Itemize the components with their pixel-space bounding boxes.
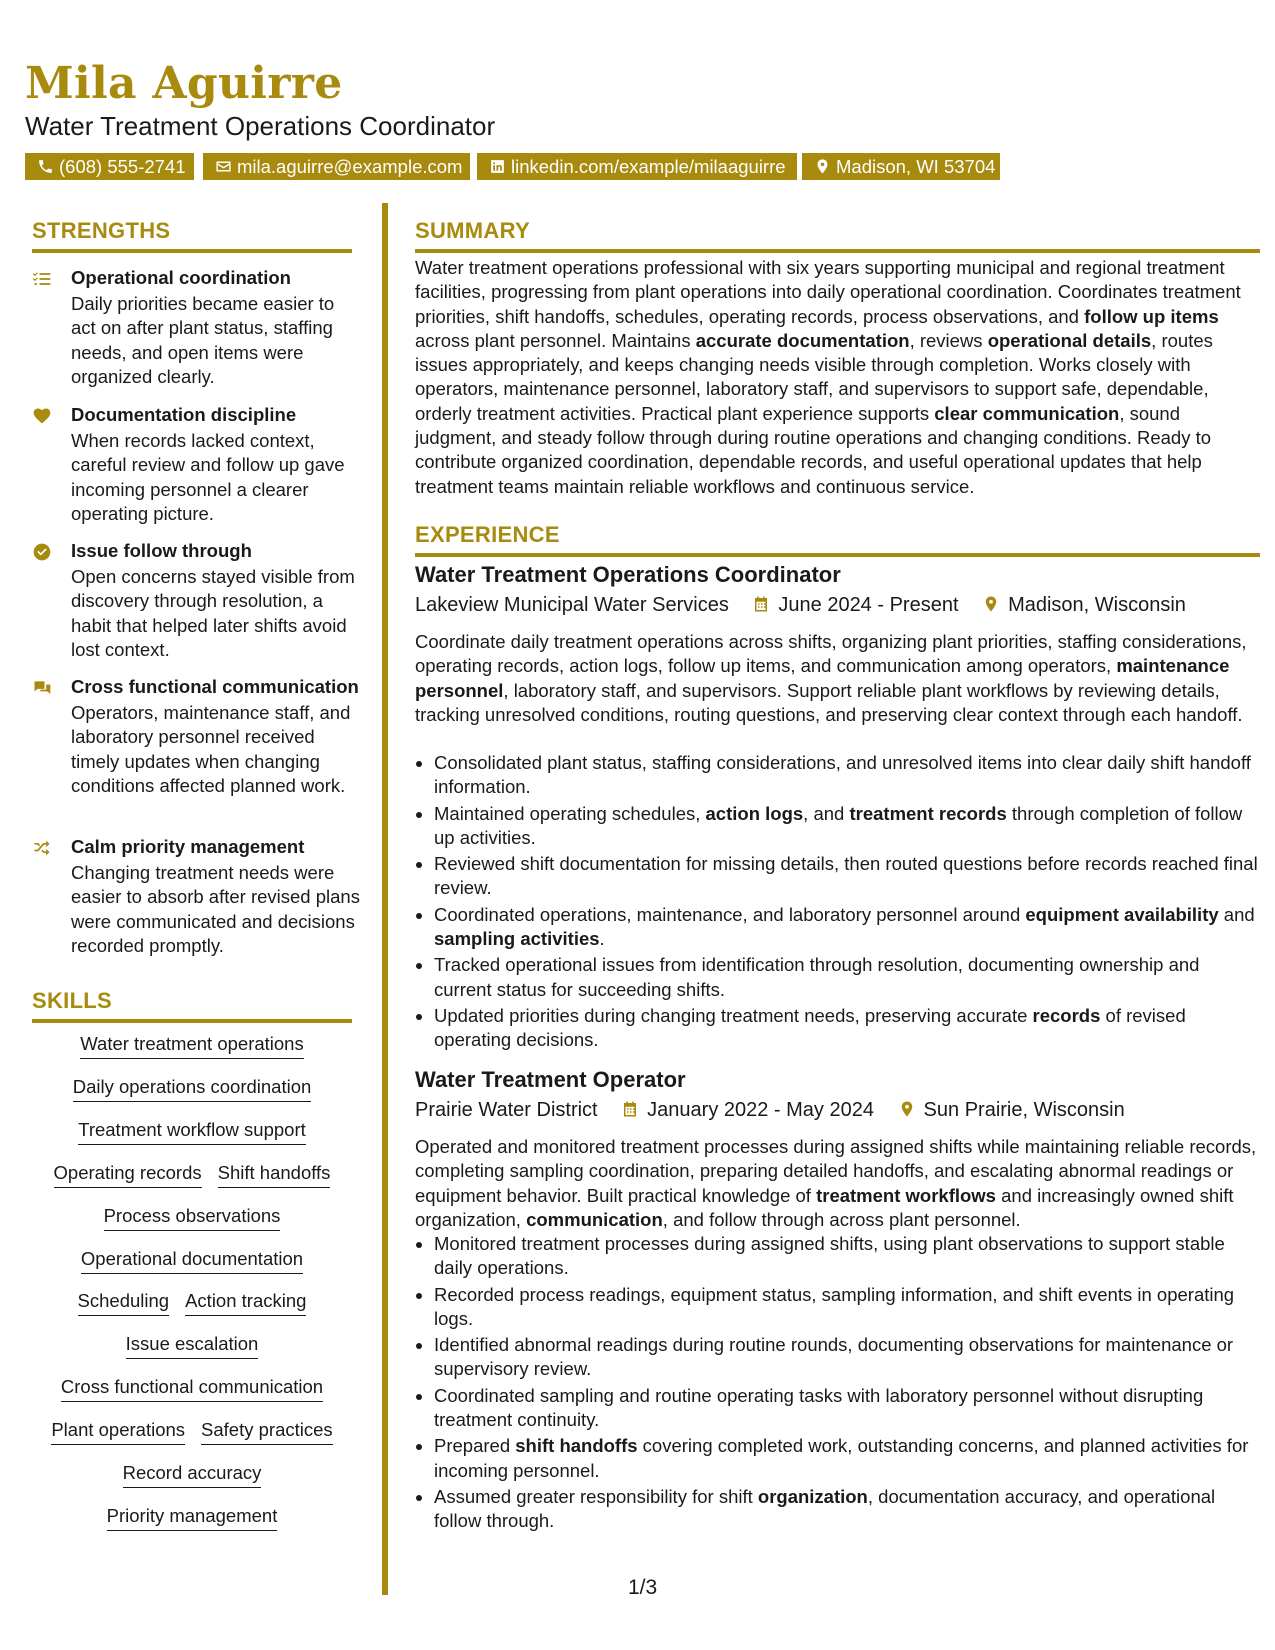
skill-tag: Shift handoffs xyxy=(218,1162,331,1188)
skill-row xyxy=(32,1162,352,1188)
skill-tag: Safety practices xyxy=(201,1419,333,1445)
skill-row xyxy=(32,1505,352,1531)
skill-tag: Operational documentation xyxy=(81,1248,303,1274)
emphasis-text: action logs xyxy=(705,802,804,824)
shuffle-icon xyxy=(32,838,52,858)
comments-icon xyxy=(32,678,52,698)
job-location-text: Sun Prairie, Wisconsin xyxy=(923,1099,1125,1122)
job-company: Lakeview Municipal Water Services xyxy=(415,594,729,617)
skill-tag: Issue escalation xyxy=(126,1333,259,1359)
skill-tag: Record accuracy xyxy=(123,1462,262,1488)
strength-desc: Daily priorities became easier to act on after plant status, staffing needs, and open items were organized clearly. xyxy=(71,293,335,388)
bullet-item: • Coordinated sampling and routine operating tasks with laboratory personnel without disrupting treatment continuity. xyxy=(434,1384,1260,1433)
list-check-icon xyxy=(32,269,52,289)
strengths-rule xyxy=(32,249,352,253)
emphasis-text: follow up items xyxy=(1084,305,1219,327)
contact-linkedin-text: linkedin.com/example/milaaguirre xyxy=(511,156,786,177)
strength-title: Documentation discipline xyxy=(71,404,297,425)
emphasis-text: shift handoffs xyxy=(515,1435,638,1457)
bullet-item: • Reviewed shift documentation for missing details, then routed questions before records reached final review. xyxy=(434,852,1260,901)
skill-row xyxy=(32,1290,352,1316)
strength-desc: When records lacked context, careful review and follow up gave incoming personnel a clearer operating picture. xyxy=(71,430,345,525)
skill-row xyxy=(32,1462,352,1488)
summary-text: Water treatment operations professional with six years supporting municipal and regional treatment facilities, progressing from plant operations into daily operational coordination. Coordinates treatment priorities, shift handoffs, schedules, operating records, process observations, and follow up items across plant personnel. Maintains accurate documentation, reviews operational details, routes issues appropriately, and keeps changing needs visible through completion. Works closely with operators, maintenance personnel, laboratory staff, and supervisors to support safe, dependable, orderly treatment activities. Practical plant experience supports clear communication, sound judgment, and steady follow through during routine operations and changing conditions. Ready to contribute organized coordination, dependable records, and useful operational updates that help treatment teams maintain reliable workflows and continuous service. xyxy=(415,257,1241,497)
bullet-item: • Assumed greater responsibility for shift organization, documentation accuracy, and operational follow through. xyxy=(434,1485,1260,1534)
bullet-item: • Prepared shift handoffs covering completed work, outstanding concerns, and planned activities for incoming personnel. xyxy=(434,1434,1260,1483)
skill-tag: Treatment workflow support xyxy=(78,1119,306,1145)
contact-linkedin[interactable] xyxy=(477,153,797,180)
map-pin-icon xyxy=(898,1099,916,1119)
job-company: Prairie Water District xyxy=(415,1099,598,1122)
page-number: 1/3 xyxy=(628,1576,658,1599)
experience-heading: EXPERIENCE xyxy=(415,522,560,547)
emphasis-text: treatment records xyxy=(849,802,1007,824)
emphasis-text: records xyxy=(1032,1004,1101,1026)
job-meta xyxy=(415,1099,1143,1122)
bullet-item: • Maintained operating schedules, action logs, and treatment records through completion of follow up activities. xyxy=(434,802,1260,851)
skills-heading: SKILLS xyxy=(32,988,113,1013)
bullet-item: • Consolidated plant status, staffing considerations, and unresolved items into clear daily shift handoff information. xyxy=(434,751,1260,800)
candidate-name: Mila Aguirre xyxy=(25,58,343,109)
job-description: Coordinate daily treatment operations across shifts, organizing plant priorities, staffing considerations, operating records, action logs, follow up items, and communication among operators, maintenance personnel, laboratory staff, and supervisors. Support reliable plant workflows by reviewing details, tracking unresolved conditions, routing questions, and preserving clear context through each handoff. xyxy=(415,631,1247,725)
check-circle-icon xyxy=(32,542,52,562)
map-pin-icon xyxy=(814,158,831,175)
summary-rule xyxy=(415,249,1260,253)
emphasis-text: communication xyxy=(526,1208,663,1230)
skill-row xyxy=(32,1076,352,1102)
skill-tag: Priority management xyxy=(107,1505,278,1531)
skill-tag: Water treatment operations xyxy=(80,1033,303,1059)
job-dates xyxy=(752,594,958,617)
linkedin-icon xyxy=(489,158,506,175)
strength-title: Cross functional communication xyxy=(71,676,359,697)
skill-tag: Cross functional communication xyxy=(61,1376,323,1402)
contact-location[interactable] xyxy=(802,153,1000,180)
skill-row xyxy=(32,1248,352,1274)
phone-icon xyxy=(37,158,54,175)
strength-title: Operational coordination xyxy=(71,267,291,288)
job-dates-text: January 2022 - May 2024 xyxy=(647,1099,874,1122)
job-bullets xyxy=(415,751,1260,1055)
contact-phone[interactable] xyxy=(25,153,194,180)
emphasis-text: operational details xyxy=(987,329,1152,351)
emphasis-text: equipment availability xyxy=(1025,903,1219,925)
calendar-icon xyxy=(621,1099,639,1119)
skill-tag: Operating records xyxy=(54,1162,202,1188)
job-location-text: Madison, Wisconsin xyxy=(1008,594,1186,617)
heart-icon xyxy=(32,406,52,426)
skill-row xyxy=(32,1205,352,1231)
bullet-item: • Coordinated operations, maintenance, and laboratory personnel around equipment availability and sampling activities. xyxy=(434,903,1260,952)
contact-phone-text: (608) 555-2741 xyxy=(59,156,186,177)
emphasis-text: accurate documentation xyxy=(695,329,910,351)
emphasis-text: sampling activities xyxy=(434,928,600,950)
bullet-item: • Updated priorities during changing treatment needs, preserving accurate records of revised operating decisions. xyxy=(434,1004,1260,1053)
skill-tag: Plant operations xyxy=(51,1419,185,1445)
skill-row xyxy=(32,1333,352,1359)
summary-heading: SUMMARY xyxy=(415,218,530,243)
bullet-item: • Tracked operational issues from identification through resolution, documenting ownership and current status for succeeding shifts. xyxy=(434,953,1260,1002)
job-title: Water Treatment Operations Coordinator xyxy=(415,562,841,587)
job-location xyxy=(898,1099,1125,1122)
skills-rule xyxy=(32,1019,352,1023)
skill-tag: Process observations xyxy=(104,1205,281,1231)
skill-row xyxy=(32,1419,352,1445)
bullet-item: • Recorded process readings, equipment status, sampling information, and shift events in operating logs. xyxy=(434,1283,1260,1332)
skill-tag: Daily operations coordination xyxy=(73,1076,312,1102)
strength-desc: Changing treatment needs were easier to absorb after revised plans were communicated and decisions recorded promptly. xyxy=(71,862,360,957)
strength-desc: Operators, maintenance staff, and laboratory personnel received timely updates when changing conditions affected planned work. xyxy=(71,702,351,797)
job-location xyxy=(982,594,1186,617)
bullet-item: • Identified abnormal readings during routine rounds, documenting observations for maintenance or supervisory review. xyxy=(434,1333,1260,1382)
experience-rule xyxy=(415,553,1260,557)
contact-email[interactable] xyxy=(203,153,470,180)
column-divider xyxy=(382,203,388,1595)
strength-title: Calm priority management xyxy=(71,836,305,857)
skill-tag: Scheduling xyxy=(78,1290,170,1316)
emphasis-text: maintenance personnel xyxy=(415,655,1230,701)
strengths-heading: STRENGTHS xyxy=(32,218,171,243)
emphasis-text: clear communication xyxy=(934,402,1120,424)
job-title: Water Treatment Operator xyxy=(415,1067,686,1092)
contact-location-text: Madison, WI 53704 xyxy=(836,156,996,177)
emphasis-text: organization xyxy=(757,1485,868,1507)
map-pin-icon xyxy=(982,594,1000,614)
skill-tag: Action tracking xyxy=(185,1290,306,1316)
envelope-icon xyxy=(215,158,232,175)
job-description: Operated and monitored treatment processes during assigned shifts while maintaining reliable records, completing sampling coordination, preparing detailed handoffs, and escalating abnormal readings or equipment behavior. Built practical knowledge of treatment workflows and increasingly owned shift organization, communication, and follow through across plant personnel. xyxy=(415,1136,1257,1230)
job-dates xyxy=(621,1099,874,1122)
bullet-item: • Monitored treatment processes during assigned shifts, using plant observations to support stable daily operations. xyxy=(434,1232,1260,1281)
job-bullets xyxy=(415,1232,1260,1536)
candidate-role: Water Treatment Operations Coordinator xyxy=(25,111,496,141)
skill-row xyxy=(32,1119,352,1145)
contact-email-text: mila.aguirre@example.com xyxy=(237,156,463,177)
calendar-icon xyxy=(752,594,770,614)
skill-row xyxy=(32,1376,352,1402)
strength-title: Issue follow through xyxy=(71,540,252,561)
skill-row xyxy=(32,1033,352,1059)
strength-desc: Open concerns stayed visible from discovery through resolution, a habit that helped later shifts avoid lost context. xyxy=(71,566,355,661)
emphasis-text: treatment workflows xyxy=(816,1184,996,1206)
job-meta xyxy=(415,594,1204,617)
job-dates-text: June 2024 - Present xyxy=(778,594,959,617)
